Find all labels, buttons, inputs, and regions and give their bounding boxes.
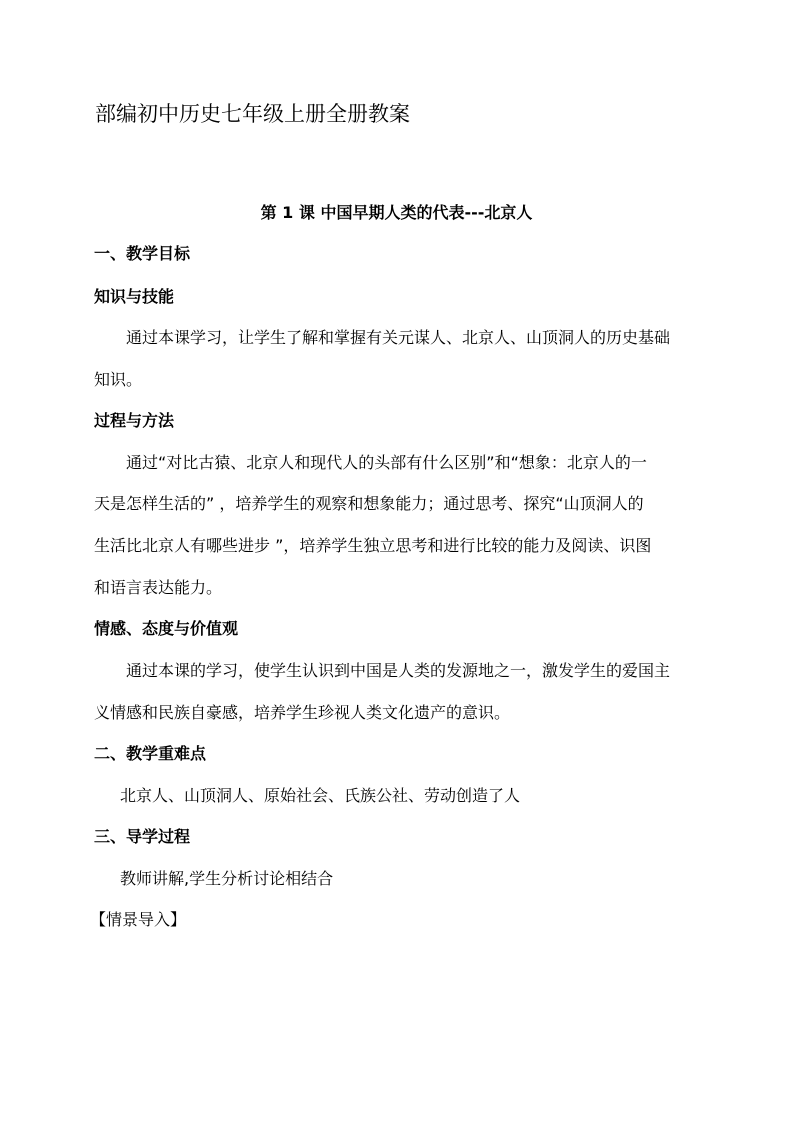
process-paragraph-line-2: 天是怎样生活的” ，培养学生的观察和想象能力；通过思考、探究“山顶洞人的 (94, 494, 644, 513)
emotion-paragraph-line-1: 通过本课的学习，使学生认识到中国是人类的发源地之一，激发学生的爱国主 (126, 661, 671, 680)
keypoints-heading: 二、教学重难点 (94, 744, 207, 763)
guide-text: 教师讲解,学生分析讨论相结合 (120, 869, 334, 888)
document-title: 部编初中历史七年级上册全册教案 (95, 102, 410, 126)
process-paragraph-line-4: 和语言表达能力。 (94, 578, 223, 597)
emotion-heading: 情感、态度与价值观 (94, 619, 239, 638)
keypoints-text: 北京人、山顶洞人、原始社会、氏族公社、劳动创造了人 (120, 786, 521, 805)
knowledge-paragraph-line-2: 知识。 (94, 370, 143, 389)
intro-label: 【情景导入】 (90, 910, 187, 929)
process-heading: 过程与方法 (94, 411, 175, 430)
knowledge-heading: 知识与技能 (94, 287, 175, 306)
process-paragraph-line-1: 通过“对比古猿、北京人和现代人的头部有什么区别”和“想象：北京人的一 (126, 453, 647, 472)
emotion-paragraph-line-2: 义情感和民族自豪感，培养学生珍视人类文化遗产的意识。 (94, 703, 511, 722)
process-paragraph-line-3: 生活比北京人有哪些进步 ”，培养学生独立思考和进行比较的能力及阅读、识图 (94, 536, 652, 555)
guide-heading: 三、导学过程 (94, 827, 191, 846)
knowledge-paragraph-line-1: 通过本课学习，让学生了解和掌握有关元谋人、北京人、山顶洞人的历史基础 (126, 328, 671, 347)
lesson-title: 第 1 课 中国早期人类的代表---北京人 (260, 203, 533, 222)
objectives-heading: 一、教学目标 (94, 244, 191, 263)
